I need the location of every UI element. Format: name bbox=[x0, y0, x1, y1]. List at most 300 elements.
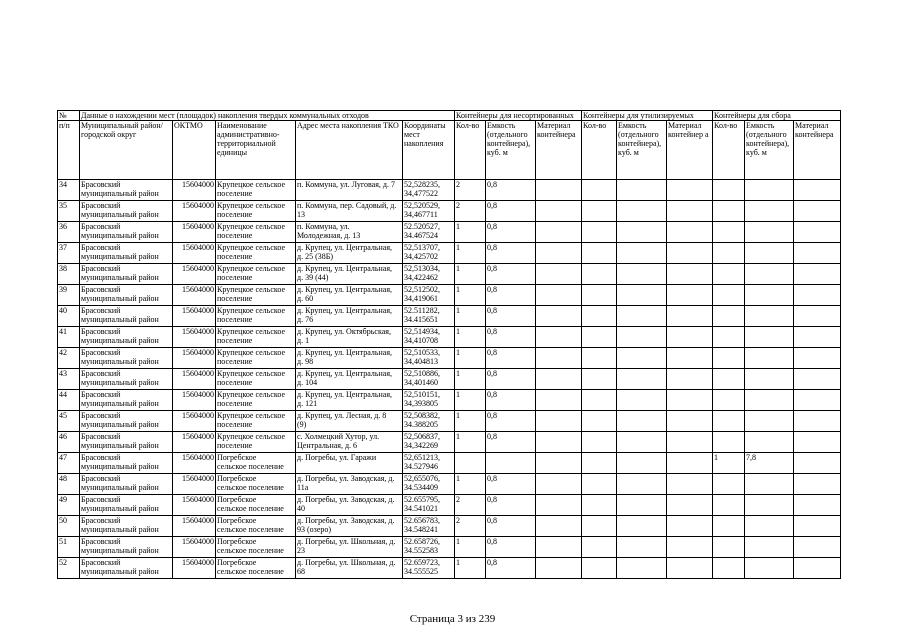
cell-recycled-count bbox=[582, 474, 617, 495]
cell-no: 44 bbox=[58, 390, 80, 411]
cell-unsorted-count bbox=[455, 453, 486, 474]
cell-unsorted-count: 1 bbox=[455, 537, 486, 558]
cell-unsorted-material bbox=[536, 369, 582, 390]
header-coords: Координаты мест накопления bbox=[403, 121, 455, 180]
cell-coords-line: 52.659723, bbox=[404, 558, 440, 567]
cell-coords-line: 34,404813 bbox=[404, 357, 438, 366]
table-row bbox=[58, 558, 841, 579]
header-columns-row bbox=[58, 121, 841, 180]
cell-unit bbox=[216, 243, 296, 264]
cell-address-line: 93 (озеро) bbox=[297, 525, 332, 534]
cell-unit-line: поселение bbox=[217, 294, 253, 303]
cell-unsorted-count: 1 bbox=[455, 432, 486, 453]
cell-coords-line: 34,467711 bbox=[404, 210, 438, 219]
cell-coords-line: 52,508382, bbox=[404, 411, 440, 420]
cell-address bbox=[296, 180, 403, 201]
cell-recycled-material bbox=[667, 453, 713, 474]
cell-unsorted-capacity: 0,8 bbox=[486, 369, 536, 390]
cell-oktmo: 15604000 bbox=[173, 390, 216, 411]
cell-collection-count bbox=[713, 537, 745, 558]
header-unsorted-capacity: Емкость (отдельного контейнера), куб. м bbox=[486, 121, 536, 180]
cell-recycled-count bbox=[582, 222, 617, 243]
cell-unit bbox=[216, 306, 296, 327]
cell-coords-line: 34.467524 bbox=[404, 231, 438, 240]
cell-district-line: Брасовский bbox=[81, 264, 121, 273]
cell-unit-line: поселение bbox=[217, 189, 253, 198]
cell-collection-material bbox=[794, 453, 841, 474]
cell-recycled-capacity bbox=[617, 306, 667, 327]
cell-recycled-material bbox=[667, 474, 713, 495]
cell-unit-line: Крупецкое сельское bbox=[217, 390, 285, 399]
cell-address bbox=[296, 453, 403, 474]
cell-unit-line: поселение bbox=[217, 378, 253, 387]
cell-recycled-count bbox=[582, 453, 617, 474]
cell-unsorted-count: 1 bbox=[455, 474, 486, 495]
cell-unsorted-material bbox=[536, 264, 582, 285]
cell-address-line: п. Коммуна, ул. bbox=[297, 222, 350, 231]
cell-collection-count bbox=[713, 285, 745, 306]
cell-collection-material bbox=[794, 348, 841, 369]
cell-unit-line: Крупецкое сельское bbox=[217, 411, 285, 420]
cell-collection-material bbox=[794, 411, 841, 432]
cell-address-line: д. Крупец, ул. Центральная, bbox=[297, 264, 393, 273]
cell-address-line: д. Погребы, ул. Гаражи bbox=[297, 453, 377, 462]
cell-recycled-capacity bbox=[617, 243, 667, 264]
cell-address-line: 40 bbox=[297, 504, 305, 513]
cell-recycled-count bbox=[582, 327, 617, 348]
cell-recycled-material bbox=[667, 369, 713, 390]
cell-coords-line: 52.520527, bbox=[404, 222, 440, 231]
cell-unit-line: Крупецкое сельское bbox=[217, 306, 285, 315]
cell-unsorted-material bbox=[536, 537, 582, 558]
cell-oktmo: 15604000 bbox=[173, 201, 216, 222]
cell-address-line: 11а bbox=[297, 483, 309, 492]
cell-collection-count bbox=[713, 348, 745, 369]
cell-district bbox=[80, 327, 173, 348]
cell-collection-count bbox=[713, 495, 745, 516]
cell-unit bbox=[216, 411, 296, 432]
cell-coords-line: 52,510533, bbox=[404, 348, 440, 357]
cell-coords-line: 52,513707, bbox=[404, 243, 440, 252]
cell-no: 42 bbox=[58, 348, 80, 369]
header-district: Муниципальный район/городской округ bbox=[80, 121, 173, 180]
cell-coords bbox=[403, 558, 455, 579]
cell-oktmo: 15604000 bbox=[173, 327, 216, 348]
cell-address-line: д. Крупец, ул. Центральная, bbox=[297, 390, 393, 399]
cell-recycled-material bbox=[667, 306, 713, 327]
cell-district-line: муниципальный район bbox=[81, 567, 159, 576]
cell-unsorted-capacity: 0,8 bbox=[486, 390, 536, 411]
cell-unit-line: поселение bbox=[217, 252, 253, 261]
cell-district bbox=[80, 243, 173, 264]
cell-unsorted-capacity: 0,8 bbox=[486, 474, 536, 495]
cell-address bbox=[296, 558, 403, 579]
cell-coords-line: 52,510886, bbox=[404, 369, 440, 378]
cell-address-line: (9) bbox=[297, 420, 307, 429]
cell-coords-line: 52,510151, bbox=[404, 390, 440, 399]
cell-unit-line: Крупецкое сельское bbox=[217, 243, 285, 252]
cell-unsorted-material bbox=[536, 474, 582, 495]
cell-collection-material bbox=[794, 243, 841, 264]
cell-unsorted-material bbox=[536, 495, 582, 516]
cell-address bbox=[296, 348, 403, 369]
cell-unsorted-count: 1 bbox=[455, 222, 486, 243]
cell-no: 52 bbox=[58, 558, 80, 579]
cell-collection-material bbox=[794, 369, 841, 390]
cell-unit-line: Крупецкое сельское bbox=[217, 222, 285, 231]
cell-collection-count: 1 bbox=[713, 453, 745, 474]
cell-unsorted-capacity: 0,8 bbox=[486, 411, 536, 432]
cell-recycled-capacity bbox=[617, 411, 667, 432]
cell-unit-line: Крупецкое сельское bbox=[217, 369, 285, 378]
cell-coords-line: 52,506837, bbox=[404, 432, 440, 441]
cell-collection-material bbox=[794, 516, 841, 537]
cell-address-line: д. Крупец, ул. Центральная, bbox=[297, 243, 393, 252]
cell-coords bbox=[403, 474, 455, 495]
cell-recycled-count bbox=[582, 432, 617, 453]
cell-address-line: д. Погребы, ул. Заводская, д. bbox=[297, 516, 395, 525]
table-row bbox=[58, 411, 841, 432]
cell-unsorted-count: 1 bbox=[455, 285, 486, 306]
cell-recycled-material bbox=[667, 390, 713, 411]
cell-address bbox=[296, 537, 403, 558]
cell-unsorted-capacity: 0,8 bbox=[486, 537, 536, 558]
cell-unit-line: сельское поселение bbox=[217, 504, 284, 513]
cell-address-line: Молодежная, д. 13 bbox=[297, 231, 361, 240]
cell-coords bbox=[403, 348, 455, 369]
cell-unit-line: Крупецкое сельское bbox=[217, 432, 285, 441]
cell-address-line: п. Коммуна, ул. Луговая, д. 7 bbox=[297, 180, 395, 189]
cell-address-line: д. Крупец, ул. Лесная, д. 8 bbox=[297, 411, 387, 420]
header-recycled-material: Материал контейнер а bbox=[667, 121, 713, 180]
cell-district bbox=[80, 495, 173, 516]
cell-unsorted-capacity: 0,8 bbox=[486, 201, 536, 222]
cell-unsorted-capacity: 0,8 bbox=[486, 327, 536, 348]
cell-no: 37 bbox=[58, 243, 80, 264]
cell-coords bbox=[403, 411, 455, 432]
cell-district-line: Брасовский bbox=[81, 516, 121, 525]
cell-collection-material bbox=[794, 474, 841, 495]
cell-district-line: Брасовский bbox=[81, 327, 121, 336]
cell-oktmo: 15604000 bbox=[173, 453, 216, 474]
table-row bbox=[58, 516, 841, 537]
cell-district-line: Брасовский bbox=[81, 474, 121, 483]
cell-unit-line: Крупецкое сельское bbox=[217, 327, 285, 336]
cell-recycled-capacity bbox=[617, 516, 667, 537]
cell-collection-capacity bbox=[745, 327, 794, 348]
cell-unit-line: сельское поселение bbox=[217, 462, 284, 471]
cell-unsorted-count: 1 bbox=[455, 306, 486, 327]
cell-collection-count bbox=[713, 432, 745, 453]
cell-coords bbox=[403, 537, 455, 558]
header-address: Адрес места накопления ТКО bbox=[296, 121, 403, 180]
cell-unit bbox=[216, 222, 296, 243]
cell-unit-line: сельское поселение bbox=[217, 567, 284, 576]
cell-collection-capacity bbox=[745, 222, 794, 243]
cell-unsorted-count: 1 bbox=[455, 390, 486, 411]
cell-oktmo: 15604000 bbox=[173, 558, 216, 579]
cell-coords-line: 52,513034, bbox=[404, 264, 440, 273]
cell-unsorted-material bbox=[536, 222, 582, 243]
cell-district-line: Брасовский bbox=[81, 558, 121, 567]
cell-recycled-capacity bbox=[617, 432, 667, 453]
cell-collection-material bbox=[794, 432, 841, 453]
header-recycled-capacity: Емкость (отдельного контейнера), куб. м bbox=[617, 121, 667, 180]
table-row bbox=[58, 390, 841, 411]
cell-no: 43 bbox=[58, 369, 80, 390]
cell-unit-line: поселение bbox=[217, 399, 253, 408]
cell-coords bbox=[403, 264, 455, 285]
cell-collection-capacity bbox=[745, 264, 794, 285]
cell-recycled-material bbox=[667, 180, 713, 201]
table-row bbox=[58, 474, 841, 495]
cell-unsorted-material bbox=[536, 432, 582, 453]
table-row bbox=[58, 201, 841, 222]
cell-coords bbox=[403, 369, 455, 390]
cell-unsorted-material bbox=[536, 327, 582, 348]
cell-district-line: муниципальный район bbox=[81, 231, 159, 240]
cell-recycled-count bbox=[582, 264, 617, 285]
cell-collection-material bbox=[794, 222, 841, 243]
cell-recycled-material bbox=[667, 201, 713, 222]
cell-coords-line: 34,410708 bbox=[404, 336, 438, 345]
cell-unsorted-material bbox=[536, 285, 582, 306]
header-group-recycled: Контейнеры для утилизируемых bbox=[582, 111, 713, 121]
cell-unsorted-material bbox=[536, 516, 582, 537]
header-oktmo: ОКТМО bbox=[173, 121, 216, 180]
cell-address-line: д. Погребы, ул. Школьная, д. bbox=[297, 558, 396, 567]
cell-recycled-capacity bbox=[617, 201, 667, 222]
cell-district-line: муниципальный район bbox=[81, 357, 159, 366]
cell-recycled-count bbox=[582, 411, 617, 432]
cell-unit-line: сельское поселение bbox=[217, 525, 284, 534]
cell-unsorted-count: 2 bbox=[455, 180, 486, 201]
cell-collection-capacity bbox=[745, 390, 794, 411]
cell-unsorted-count: 2 bbox=[455, 201, 486, 222]
cell-unsorted-material bbox=[536, 453, 582, 474]
cell-district bbox=[80, 474, 173, 495]
cell-coords-line: 52,651213, bbox=[404, 453, 440, 462]
cell-recycled-capacity bbox=[617, 495, 667, 516]
cell-recycled-count bbox=[582, 369, 617, 390]
cell-unit-line: поселение bbox=[217, 420, 253, 429]
cell-unit bbox=[216, 558, 296, 579]
cell-district-line: муниципальный район bbox=[81, 315, 159, 324]
cell-district bbox=[80, 537, 173, 558]
cell-coords-line: 34,401460 bbox=[404, 378, 438, 387]
cell-recycled-count bbox=[582, 201, 617, 222]
cell-unit-line: Крупецкое сельское bbox=[217, 348, 285, 357]
cell-no: 51 bbox=[58, 537, 80, 558]
cell-collection-count bbox=[713, 264, 745, 285]
cell-address-line: д. 104 bbox=[297, 378, 318, 387]
header-group-collection: Контейнеры для сбора bbox=[713, 111, 841, 121]
cell-oktmo: 15604000 bbox=[173, 348, 216, 369]
cell-no: 34 bbox=[58, 180, 80, 201]
cell-unsorted-capacity: 0,8 bbox=[486, 306, 536, 327]
cell-district bbox=[80, 222, 173, 243]
cell-address-line: 23 bbox=[297, 546, 305, 555]
cell-unit-line: поселение bbox=[217, 231, 253, 240]
cell-address-line: д. Крупец, ул. Центральная, bbox=[297, 306, 393, 315]
cell-district bbox=[80, 390, 173, 411]
cell-district-line: Брасовский bbox=[81, 201, 121, 210]
cell-unsorted-capacity: 0,8 bbox=[486, 285, 536, 306]
cell-collection-capacity bbox=[745, 285, 794, 306]
cell-collection-capacity bbox=[745, 243, 794, 264]
cell-no: 50 bbox=[58, 516, 80, 537]
cell-unit-line: поселение bbox=[217, 336, 253, 345]
cell-district-line: муниципальный район bbox=[81, 252, 159, 261]
cell-no: 45 bbox=[58, 411, 80, 432]
cell-collection-material bbox=[794, 495, 841, 516]
cell-collection-count bbox=[713, 390, 745, 411]
header-group-unsorted: Контейнеры для несортированных bbox=[455, 111, 582, 121]
cell-unit bbox=[216, 369, 296, 390]
cell-coords-line: 34,393805 bbox=[404, 399, 438, 408]
cell-district bbox=[80, 558, 173, 579]
cell-unit-line: Крупецкое сельское bbox=[217, 201, 285, 210]
cell-collection-capacity bbox=[745, 306, 794, 327]
cell-unit bbox=[216, 432, 296, 453]
cell-no: 47 bbox=[58, 453, 80, 474]
cell-collection-capacity bbox=[745, 537, 794, 558]
cell-unit-line: сельское поселение bbox=[217, 546, 284, 555]
header-unsorted-count: Кол-во bbox=[455, 121, 486, 180]
cell-unsorted-count: 2 bbox=[455, 516, 486, 537]
cell-coords bbox=[403, 495, 455, 516]
cell-recycled-count bbox=[582, 180, 617, 201]
cell-recycled-material bbox=[667, 537, 713, 558]
cell-unsorted-material bbox=[536, 180, 582, 201]
cell-coords-line: 52.655795, bbox=[404, 495, 440, 504]
cell-no: 36 bbox=[58, 222, 80, 243]
cell-address-line: д. Крупец, ул. Октябрьская, bbox=[297, 327, 391, 336]
cell-unit bbox=[216, 285, 296, 306]
cell-address bbox=[296, 306, 403, 327]
cell-unit bbox=[216, 474, 296, 495]
cell-district-line: муниципальный район bbox=[81, 441, 159, 450]
cell-address bbox=[296, 264, 403, 285]
cell-district bbox=[80, 453, 173, 474]
cell-no: 48 bbox=[58, 474, 80, 495]
table-row bbox=[58, 243, 841, 264]
cell-oktmo: 15604000 bbox=[173, 243, 216, 264]
cell-coords-line: 34.555525 bbox=[404, 567, 438, 576]
cell-collection-capacity bbox=[745, 495, 794, 516]
cell-coords-line: 52.656783, bbox=[404, 516, 440, 525]
cell-unit-line: Погребское bbox=[217, 558, 257, 567]
cell-coords bbox=[403, 327, 455, 348]
table-row bbox=[58, 453, 841, 474]
cell-oktmo: 15604000 bbox=[173, 537, 216, 558]
cell-collection-count bbox=[713, 201, 745, 222]
cell-address bbox=[296, 390, 403, 411]
cell-coords bbox=[403, 306, 455, 327]
cell-address bbox=[296, 222, 403, 243]
table-row bbox=[58, 222, 841, 243]
cell-address-line: п. Коммуна, пер. Садовый, д. bbox=[297, 201, 397, 210]
cell-address-line: д. 121 bbox=[297, 399, 318, 408]
cell-no: 49 bbox=[58, 495, 80, 516]
cell-unsorted-capacity: 0,8 bbox=[486, 516, 536, 537]
cell-recycled-material bbox=[667, 327, 713, 348]
cell-unsorted-capacity: 0,8 bbox=[486, 180, 536, 201]
cell-collection-material bbox=[794, 390, 841, 411]
cell-collection-material bbox=[794, 306, 841, 327]
header-collection-material: Материал контейнера bbox=[794, 121, 841, 180]
cell-unsorted-count: 1 bbox=[455, 558, 486, 579]
cell-collection-count bbox=[713, 369, 745, 390]
table-row bbox=[58, 180, 841, 201]
cell-unit-line: Погребское bbox=[217, 474, 257, 483]
cell-unsorted-capacity: 0,8 bbox=[486, 558, 536, 579]
cell-unsorted-material bbox=[536, 411, 582, 432]
table-row bbox=[58, 327, 841, 348]
cell-district bbox=[80, 201, 173, 222]
cell-coords-line: 34,422462 bbox=[404, 273, 438, 282]
cell-recycled-material bbox=[667, 516, 713, 537]
cell-coords-line: 52,512502, bbox=[404, 285, 440, 294]
cell-address bbox=[296, 369, 403, 390]
table-row bbox=[58, 495, 841, 516]
cell-unit bbox=[216, 537, 296, 558]
cell-unsorted-capacity: 0,8 bbox=[486, 432, 536, 453]
cell-unit bbox=[216, 516, 296, 537]
cell-unit-line: Крупецкое сельское bbox=[217, 285, 285, 294]
cell-recycled-material bbox=[667, 243, 713, 264]
cell-recycled-material bbox=[667, 348, 713, 369]
cell-address-line: д. 98 bbox=[297, 357, 314, 366]
cell-address-line: д. Погребы, ул. Заводская, д. bbox=[297, 474, 395, 483]
cell-collection-capacity bbox=[745, 369, 794, 390]
cell-recycled-capacity bbox=[617, 369, 667, 390]
cell-recycled-capacity bbox=[617, 285, 667, 306]
cell-collection-count bbox=[713, 180, 745, 201]
cell-district-line: Брасовский bbox=[81, 432, 121, 441]
cell-recycled-material bbox=[667, 432, 713, 453]
cell-address-line: д. Крупец, ул. Центральная, bbox=[297, 369, 393, 378]
cell-district-line: Брасовский bbox=[81, 495, 121, 504]
cell-collection-material bbox=[794, 285, 841, 306]
cell-district bbox=[80, 264, 173, 285]
cell-unit-line: поселение bbox=[217, 210, 253, 219]
cell-oktmo: 15604000 bbox=[173, 432, 216, 453]
cell-coords-line: 34.388205 bbox=[404, 420, 438, 429]
cell-district-line: муниципальный район bbox=[81, 483, 159, 492]
cell-coords-line: 52.658726, bbox=[404, 537, 440, 546]
cell-district bbox=[80, 411, 173, 432]
cell-address bbox=[296, 201, 403, 222]
cell-address bbox=[296, 411, 403, 432]
cell-collection-material bbox=[794, 537, 841, 558]
cell-recycled-capacity bbox=[617, 180, 667, 201]
table-row bbox=[58, 264, 841, 285]
cell-coords bbox=[403, 222, 455, 243]
cell-recycled-count bbox=[582, 495, 617, 516]
cell-address-line: Центральная, д. 6 bbox=[297, 441, 358, 450]
cell-district-line: муниципальный район bbox=[81, 294, 159, 303]
cell-address bbox=[296, 516, 403, 537]
cell-address-line: д. 1 bbox=[297, 336, 310, 345]
cell-recycled-count bbox=[582, 516, 617, 537]
cell-address-line: д. 25 (38Б) bbox=[297, 252, 333, 261]
table-row bbox=[58, 285, 841, 306]
cell-coords bbox=[403, 432, 455, 453]
cell-collection-count bbox=[713, 222, 745, 243]
cell-district bbox=[80, 306, 173, 327]
cell-unit bbox=[216, 327, 296, 348]
